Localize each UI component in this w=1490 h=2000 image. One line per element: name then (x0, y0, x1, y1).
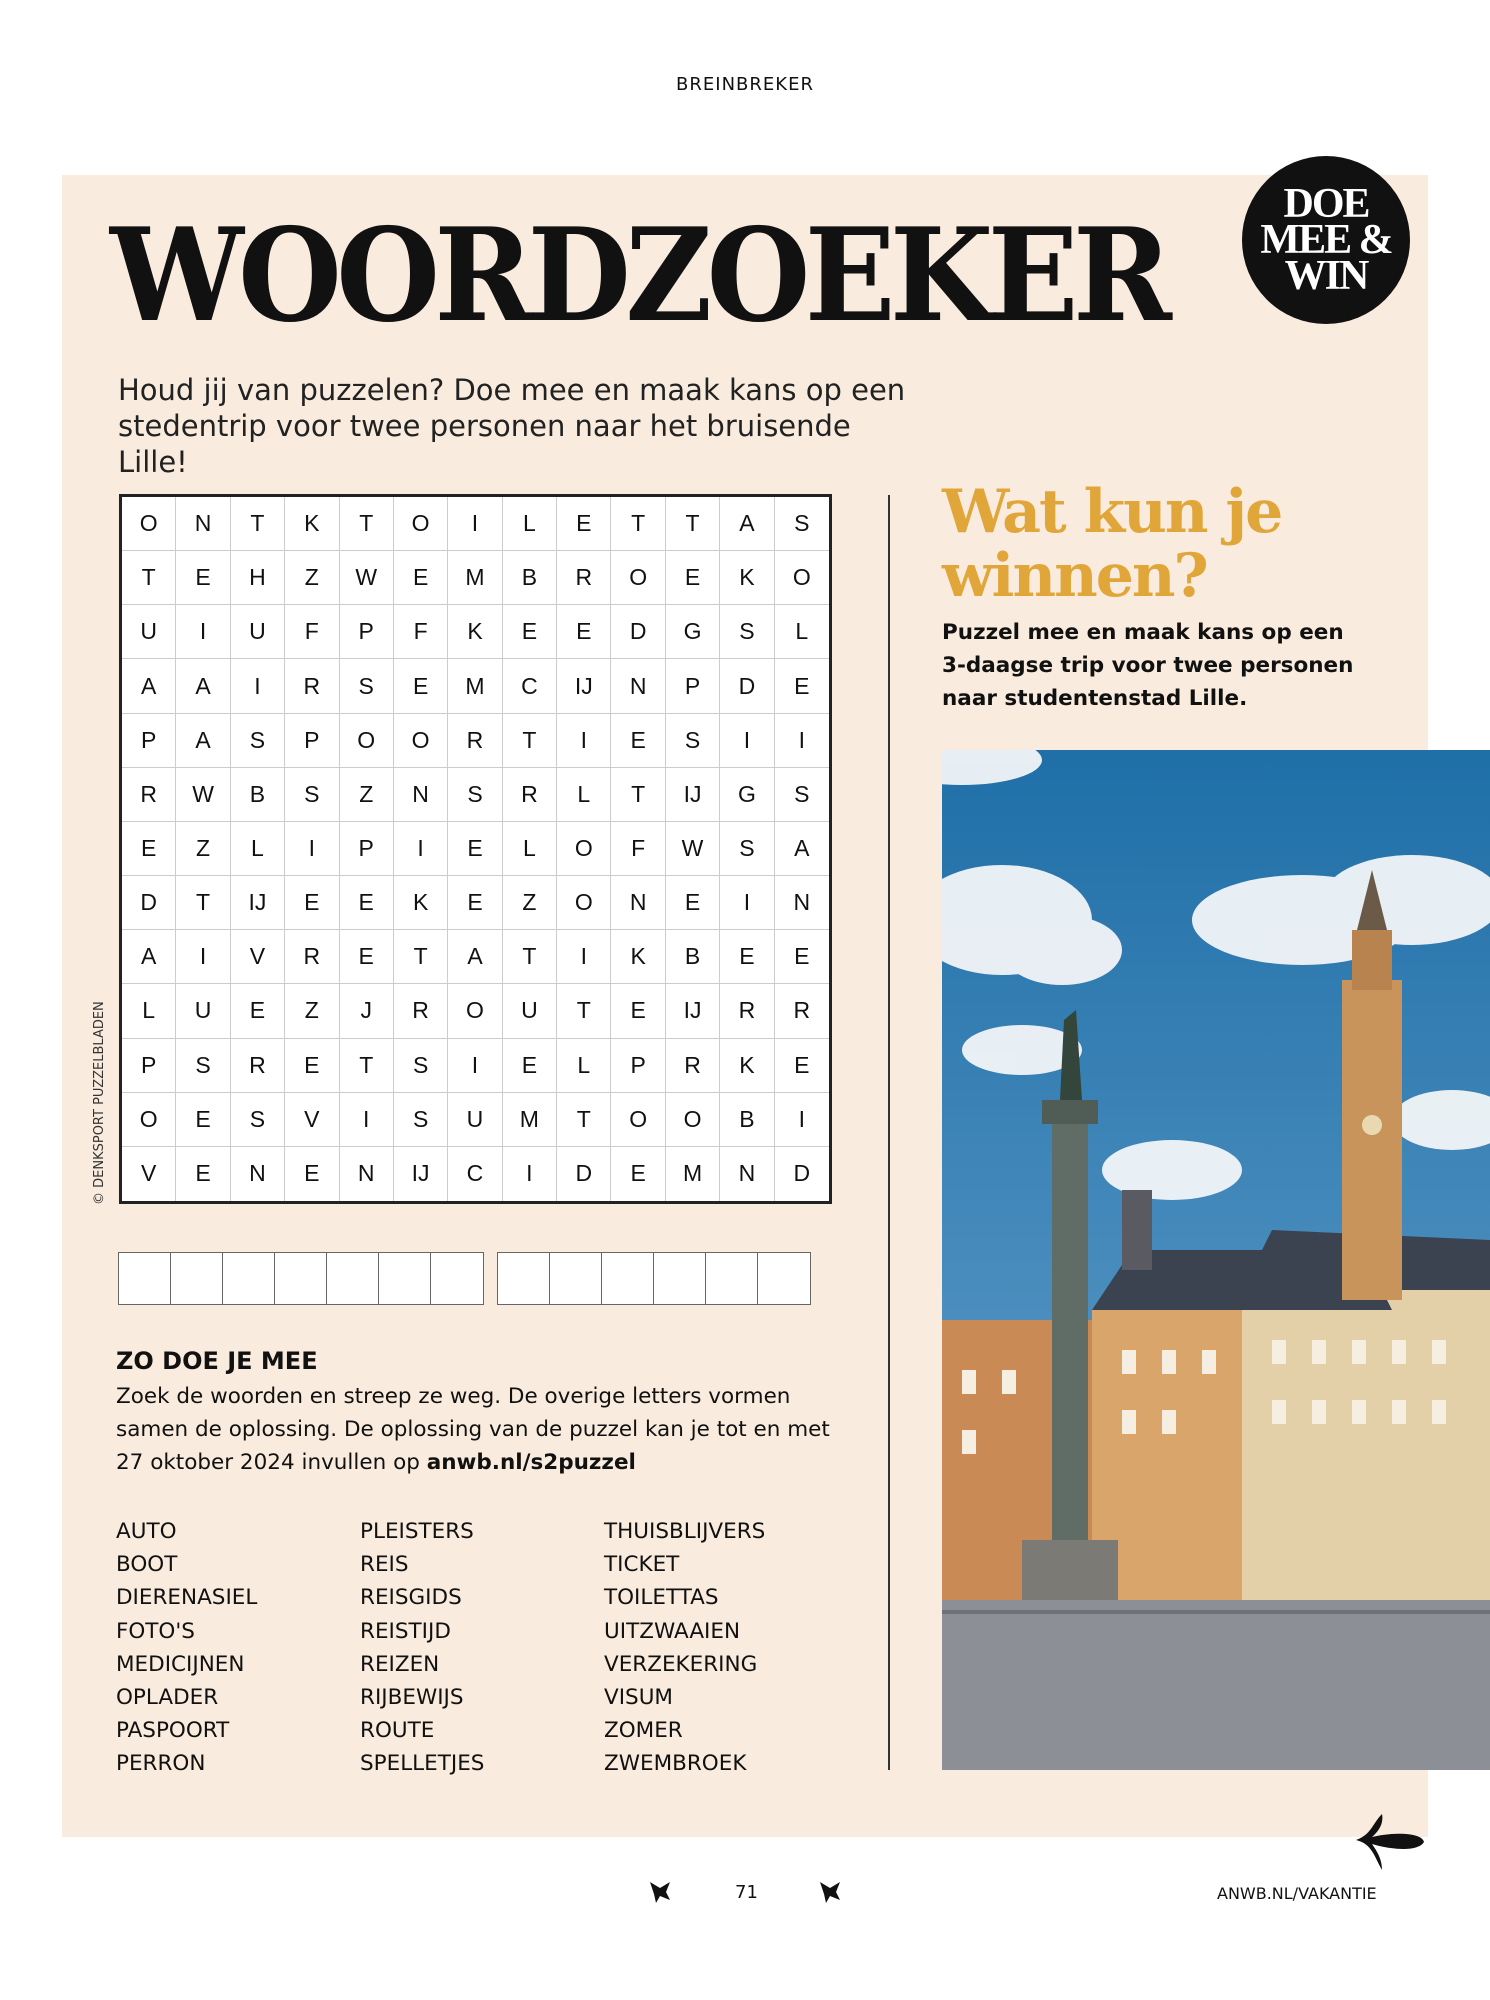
grid-cell[interactable]: Z (285, 551, 339, 605)
grid-cell[interactable]: D (720, 659, 774, 713)
grid-cell[interactable]: E (122, 822, 176, 876)
grid-cell[interactable]: E (666, 876, 720, 930)
word-list-item: THUISBLIJVERS (604, 1519, 766, 1544)
grid-cell[interactable]: R (448, 714, 502, 768)
grid-cell[interactable]: A (775, 822, 829, 876)
grid-cell[interactable]: L (557, 1039, 611, 1093)
grid-cell[interactable]: E (231, 984, 285, 1038)
lille-photo (942, 750, 1490, 1770)
grid-cell[interactable]: T (122, 551, 176, 605)
grid-cell[interactable]: E (720, 930, 774, 984)
grid-cell[interactable]: O (122, 1093, 176, 1147)
grid-cell[interactable]: S (176, 1039, 230, 1093)
grid-cell[interactable]: I (557, 714, 611, 768)
grid-cell[interactable]: S (231, 1093, 285, 1147)
grid-cell[interactable]: O (775, 551, 829, 605)
puzzle-link[interactable]: anwb.nl/s2puzzel (426, 1450, 636, 1475)
grid-cell[interactable]: A (122, 659, 176, 713)
grid-cell[interactable]: D (122, 876, 176, 930)
grid-cell[interactable]: E (448, 876, 502, 930)
grid-cell[interactable]: E (340, 930, 394, 984)
grid-cell[interactable]: D (793, 1160, 811, 1187)
grid-cell[interactable]: N (775, 876, 829, 930)
grid-cell[interactable]: L (557, 768, 611, 822)
grid-cell[interactable]: M (448, 551, 502, 605)
word-list-item: TOILETTAS (604, 1585, 719, 1611)
grid-cell[interactable]: T (340, 1039, 394, 1093)
howto-heading: ZO DOE JE MEE (116, 1347, 318, 1375)
grid-cell[interactable]: L (231, 822, 285, 876)
grid-cell[interactable]: R (503, 768, 557, 822)
page-number: 71 (735, 1882, 758, 1903)
answer-box[interactable] (706, 1253, 758, 1304)
grid-cell[interactable]: E (666, 551, 720, 605)
grid-cell[interactable]: B (666, 930, 720, 984)
grid-cell[interactable]: P (122, 1039, 176, 1093)
howto-body: Zoek de woorden en streep ze weg. De overige letters vormen samen de oplossing. De oplossing van de puzzel kan je tot en met 27 oktober 2024 invullen op (116, 1384, 830, 1475)
grid-cell[interactable]: E (557, 497, 611, 551)
grid-cell[interactable]: O (666, 1093, 720, 1147)
word-list-item: RIJBEWIJS (360, 1685, 464, 1711)
grid-cell[interactable]: R (557, 551, 611, 605)
grid-cell[interactable]: R (720, 984, 774, 1038)
win-badge (1242, 156, 1410, 324)
grid-cell[interactable]: V (231, 930, 285, 984)
grid-cell[interactable]: E (775, 659, 829, 713)
answer-box[interactable] (327, 1253, 379, 1304)
grid-cell[interactable]: P (340, 822, 394, 876)
grid-cell[interactable]: D (557, 1147, 611, 1201)
grid-cell[interactable]: S (666, 714, 720, 768)
grid-cell[interactable]: U (231, 605, 285, 659)
grid-cell[interactable]: O (340, 714, 394, 768)
grid-cell[interactable]: S (394, 1039, 448, 1093)
grid-cell[interactable]: G (666, 605, 720, 659)
word-list-item: AUTO (116, 1519, 177, 1544)
grid-cell[interactable]: O (394, 714, 448, 768)
grid-cell[interactable]: P (122, 714, 176, 768)
grid-cell[interactable]: W (340, 551, 394, 605)
grid-cell[interactable]: T (666, 497, 720, 551)
grid-cell[interactable]: S (448, 768, 502, 822)
grid-cell[interactable]: K (720, 1039, 774, 1093)
grid-cell[interactable]: E (176, 1147, 230, 1201)
grid-cell[interactable]: I (394, 822, 448, 876)
grid-cell[interactable]: IJ (666, 768, 720, 822)
word-list-item: REISGIDS (360, 1585, 462, 1611)
grid-cell[interactable]: R (775, 984, 829, 1038)
grid-cell[interactable]: T (394, 930, 448, 984)
butterfly-icon (818, 1880, 842, 1904)
copyright: © DENKSPORT PUZZELBLADEN (92, 1001, 107, 1205)
grid-cell[interactable]: A (176, 714, 230, 768)
grid-cell[interactable]: E (775, 930, 829, 984)
grid-cell[interactable]: L (503, 497, 557, 551)
grid-cell[interactable]: N (176, 497, 230, 551)
grid-cell[interactable]: S (775, 497, 829, 551)
word-list-item: PLEISTERS (360, 1519, 474, 1544)
grid-cell[interactable]: Z (340, 768, 394, 822)
column-divider (888, 495, 890, 1770)
grid-cell[interactable]: I (448, 1039, 502, 1093)
grid-cell[interactable]: P (285, 714, 339, 768)
grid-cell[interactable]: W (666, 822, 720, 876)
word-list-item: REIZEN (360, 1651, 440, 1677)
badge-line: WIN (1284, 253, 1368, 299)
grid-cell[interactable]: N (340, 1147, 394, 1201)
grid-cell[interactable]: I (557, 930, 611, 984)
site-link[interactable]: ANWB.NL/VAKANTIE (1217, 1884, 1377, 1903)
word-list-item: VERZEKERING (604, 1651, 758, 1677)
word-list-item: SPELLETJES (360, 1751, 485, 1777)
grid-cell[interactable]: M (503, 1093, 557, 1147)
grid-cell[interactable]: I (720, 876, 774, 930)
prize-heading-line: winnen? (942, 541, 1207, 611)
answer-boxes-word-2[interactable] (497, 1252, 811, 1305)
grid-cell[interactable]: I (448, 497, 502, 551)
answer-box[interactable] (431, 1253, 483, 1304)
answer-box[interactable] (275, 1253, 327, 1304)
grid-cell[interactable]: I (285, 822, 339, 876)
grid-cell[interactable]: A (122, 930, 176, 984)
grid-cell[interactable]: P (340, 605, 394, 659)
grid-cell[interactable]: IJ (394, 1147, 448, 1201)
answer-boxes-word-1[interactable] (118, 1252, 484, 1305)
grid-cell[interactable]: U (503, 984, 557, 1038)
grid-cell[interactable]: A (176, 659, 230, 713)
grid-cell[interactable]: O (611, 551, 665, 605)
grid-cell[interactable]: N (611, 876, 665, 930)
word-list-item: VISUM (604, 1685, 673, 1711)
grid-cell[interactable]: T (611, 768, 665, 822)
grid-cell[interactable]: T (611, 497, 665, 551)
grid-cell[interactable]: E (503, 605, 557, 659)
word-list-item: REIS (360, 1552, 409, 1578)
grid-cell[interactable]: P (666, 659, 720, 713)
grid-cell[interactable]: V (122, 1147, 176, 1201)
grid-cell[interactable]: I (775, 714, 829, 768)
badge-line: MEE & (1260, 217, 1392, 263)
grid-cell[interactable]: R (285, 659, 339, 713)
grid-cell[interactable]: K (394, 876, 448, 930)
grid-cell[interactable]: I (231, 659, 285, 713)
prize-heading-line: Wat kun je (942, 477, 1282, 547)
prize-heading (942, 477, 1282, 611)
grid-cell[interactable]: E (285, 1039, 339, 1093)
grid-cell[interactable]: O (122, 497, 176, 551)
grid-cell[interactable]: N (394, 768, 448, 822)
page-title: WOORDZOEKER (110, 201, 1167, 351)
word-list-item: OPLADER (116, 1685, 219, 1711)
grid-cell[interactable]: G (720, 768, 774, 822)
grid-cell[interactable]: O (557, 822, 611, 876)
grid-cell[interactable]: U (448, 1093, 502, 1147)
grid-cell[interactable]: IJ (666, 984, 720, 1038)
grid-cell[interactable]: R (122, 768, 176, 822)
grid-cell[interactable]: F (285, 605, 339, 659)
grid-cell[interactable]: A (448, 930, 502, 984)
grid-cell[interactable]: I (503, 1147, 557, 1201)
grid-cell[interactable]: I (176, 930, 230, 984)
word-list-item: PASPOORT (116, 1718, 230, 1744)
grid-cell[interactable]: P (611, 1039, 665, 1093)
grid-cell[interactable]: K (611, 930, 665, 984)
grid-cell[interactable]: U (122, 605, 176, 659)
word-list-item: FOTO'S (116, 1618, 195, 1644)
grid-cell[interactable]: E (448, 822, 502, 876)
grid-cell[interactable]: W (176, 768, 230, 822)
word-list-item: ROUTE (360, 1718, 435, 1744)
grid-cell[interactable]: I (176, 605, 230, 659)
grid-cell[interactable]: L (775, 605, 829, 659)
butterfly-icon (648, 1880, 672, 1904)
word-list-item: REISTIJD (360, 1618, 451, 1644)
grid-cell[interactable]: O (394, 497, 448, 551)
grid-cell[interactable]: E (503, 1039, 557, 1093)
grid-cell[interactable]: T (340, 497, 394, 551)
grid-cell[interactable]: L (122, 984, 176, 1038)
grid-cell[interactable]: T (503, 930, 557, 984)
answer-box[interactable] (498, 1253, 550, 1304)
grid-cell[interactable]: E (176, 551, 230, 605)
answer-box[interactable] (223, 1253, 275, 1304)
grid-cell[interactable]: E (394, 659, 448, 713)
grid-cell[interactable]: J (340, 984, 394, 1038)
grid-cell[interactable]: T (231, 497, 285, 551)
grid-cell[interactable]: S (340, 659, 394, 713)
grid-cell[interactable]: M (666, 1147, 720, 1201)
grid-cell[interactable]: N (231, 1147, 285, 1201)
badge-line: DOE (1283, 181, 1369, 227)
answer-box[interactable] (758, 1253, 810, 1304)
grid-cell[interactable]: T (557, 1093, 611, 1147)
word-list-item: PERRON (116, 1751, 206, 1777)
grid-cell[interactable]: V (285, 1093, 339, 1147)
grid-cell[interactable]: E (557, 605, 611, 659)
grid-cell[interactable]: O (611, 1093, 665, 1147)
grid-cell[interactable]: B (231, 768, 285, 822)
grid-cell[interactable]: S (285, 768, 339, 822)
grid-cell[interactable]: C (503, 659, 557, 713)
grid-cell[interactable]: A (720, 497, 774, 551)
grid-cell[interactable]: IJ (557, 659, 611, 713)
grid-cell[interactable]: F (611, 822, 665, 876)
grid-cell[interactable]: E (285, 1147, 339, 1201)
word-list-item: MEDICIJNEN (116, 1651, 245, 1677)
answer-box[interactable] (379, 1253, 431, 1304)
grid-cell[interactable]: D (611, 605, 665, 659)
word-list-item: ZWEMBROEK (604, 1751, 747, 1777)
grid-cell[interactable]: S (394, 1093, 448, 1147)
grid-cell[interactable]: T (503, 714, 557, 768)
word-list-col-1 (116, 1515, 257, 1781)
grid-cell[interactable]: Z (176, 822, 230, 876)
grid-cell[interactable]: E (611, 984, 665, 1038)
grid-cell[interactable]: I (720, 714, 774, 768)
grid-cell[interactable]: T (176, 876, 230, 930)
grid-cell[interactable]: S (720, 822, 774, 876)
answer-box[interactable] (654, 1253, 706, 1304)
grid-cell[interactable]: H (231, 551, 285, 605)
grid-cell[interactable]: C (448, 1147, 502, 1201)
grid-cell[interactable]: L (503, 822, 557, 876)
grid-cell[interactable]: I (340, 1093, 394, 1147)
grid-cell[interactable]: E (394, 551, 448, 605)
grid-cell[interactable]: Z (503, 876, 557, 930)
grid-cell[interactable]: E (285, 876, 339, 930)
grid-cell[interactable]: R (231, 1039, 285, 1093)
grid-cell[interactable]: R (285, 930, 339, 984)
leaf-ornament-icon (1342, 1810, 1428, 1874)
grid-cell[interactable]: E (775, 1039, 829, 1093)
word-search-grid[interactable] (119, 494, 832, 1204)
howto-text (116, 1380, 836, 1479)
grid-cell[interactable]: F (394, 605, 448, 659)
grid-cell[interactable]: T (557, 984, 611, 1038)
grid-cell[interactable]: S (775, 768, 829, 822)
word-list-col-3 (604, 1515, 765, 1781)
grid-cell[interactable]: R (666, 1039, 720, 1093)
prize-text: Puzzel mee en maak kans op een 3-daagse trip voor twee personen naar studentenstad Lille. (942, 620, 1354, 711)
grid-cell[interactable]: IJ (231, 876, 285, 930)
word-list-item: BOOT (116, 1552, 178, 1578)
intro-text: Houd jij van puzzelen? Doe mee en maak kans op een stedentrip voor twee personen naar het bruisende Lille! (118, 373, 906, 479)
grid-cell[interactable]: K (720, 551, 774, 605)
answer-box[interactable] (119, 1253, 171, 1304)
word-list-item: DIERENASIEL (116, 1585, 258, 1611)
grid-cell[interactable]: S (720, 605, 774, 659)
grid-cell[interactable]: O (557, 876, 611, 930)
grid-cell[interactable]: E (176, 1093, 230, 1147)
grid-cell[interactable]: N (720, 1147, 774, 1201)
grid-cell[interactable]: I (775, 1093, 829, 1147)
grid-cell[interactable]: O (448, 984, 502, 1038)
grid-cell[interactable]: R (394, 984, 448, 1038)
answer-box[interactable] (550, 1253, 602, 1304)
grid-cell[interactable]: Z (285, 984, 339, 1038)
word-list-col-2 (360, 1515, 484, 1781)
grid-cell[interactable]: S (231, 714, 285, 768)
grid-cell[interactable]: U (176, 984, 230, 1038)
grid-cell[interactable]: E (611, 1147, 665, 1201)
word-list-item: ZOMER (604, 1718, 683, 1744)
word-list-item: UITZWAAIEN (604, 1618, 741, 1644)
word-list-item: TICKET (604, 1552, 680, 1578)
section-kicker: BREINBREKER (676, 74, 814, 95)
grid-cell[interactable]: E (611, 714, 665, 768)
grid-cell[interactable]: E (340, 876, 394, 930)
grid-cell[interactable]: B (720, 1093, 774, 1147)
answer-box[interactable] (171, 1253, 223, 1304)
answer-box[interactable] (602, 1253, 654, 1304)
grid-cell[interactable]: B (503, 551, 557, 605)
grid-cell[interactable]: K (448, 605, 502, 659)
grid-cell[interactable]: K (285, 497, 339, 551)
grid-cell[interactable]: M (448, 659, 502, 713)
grid-cell[interactable]: N (611, 659, 665, 713)
